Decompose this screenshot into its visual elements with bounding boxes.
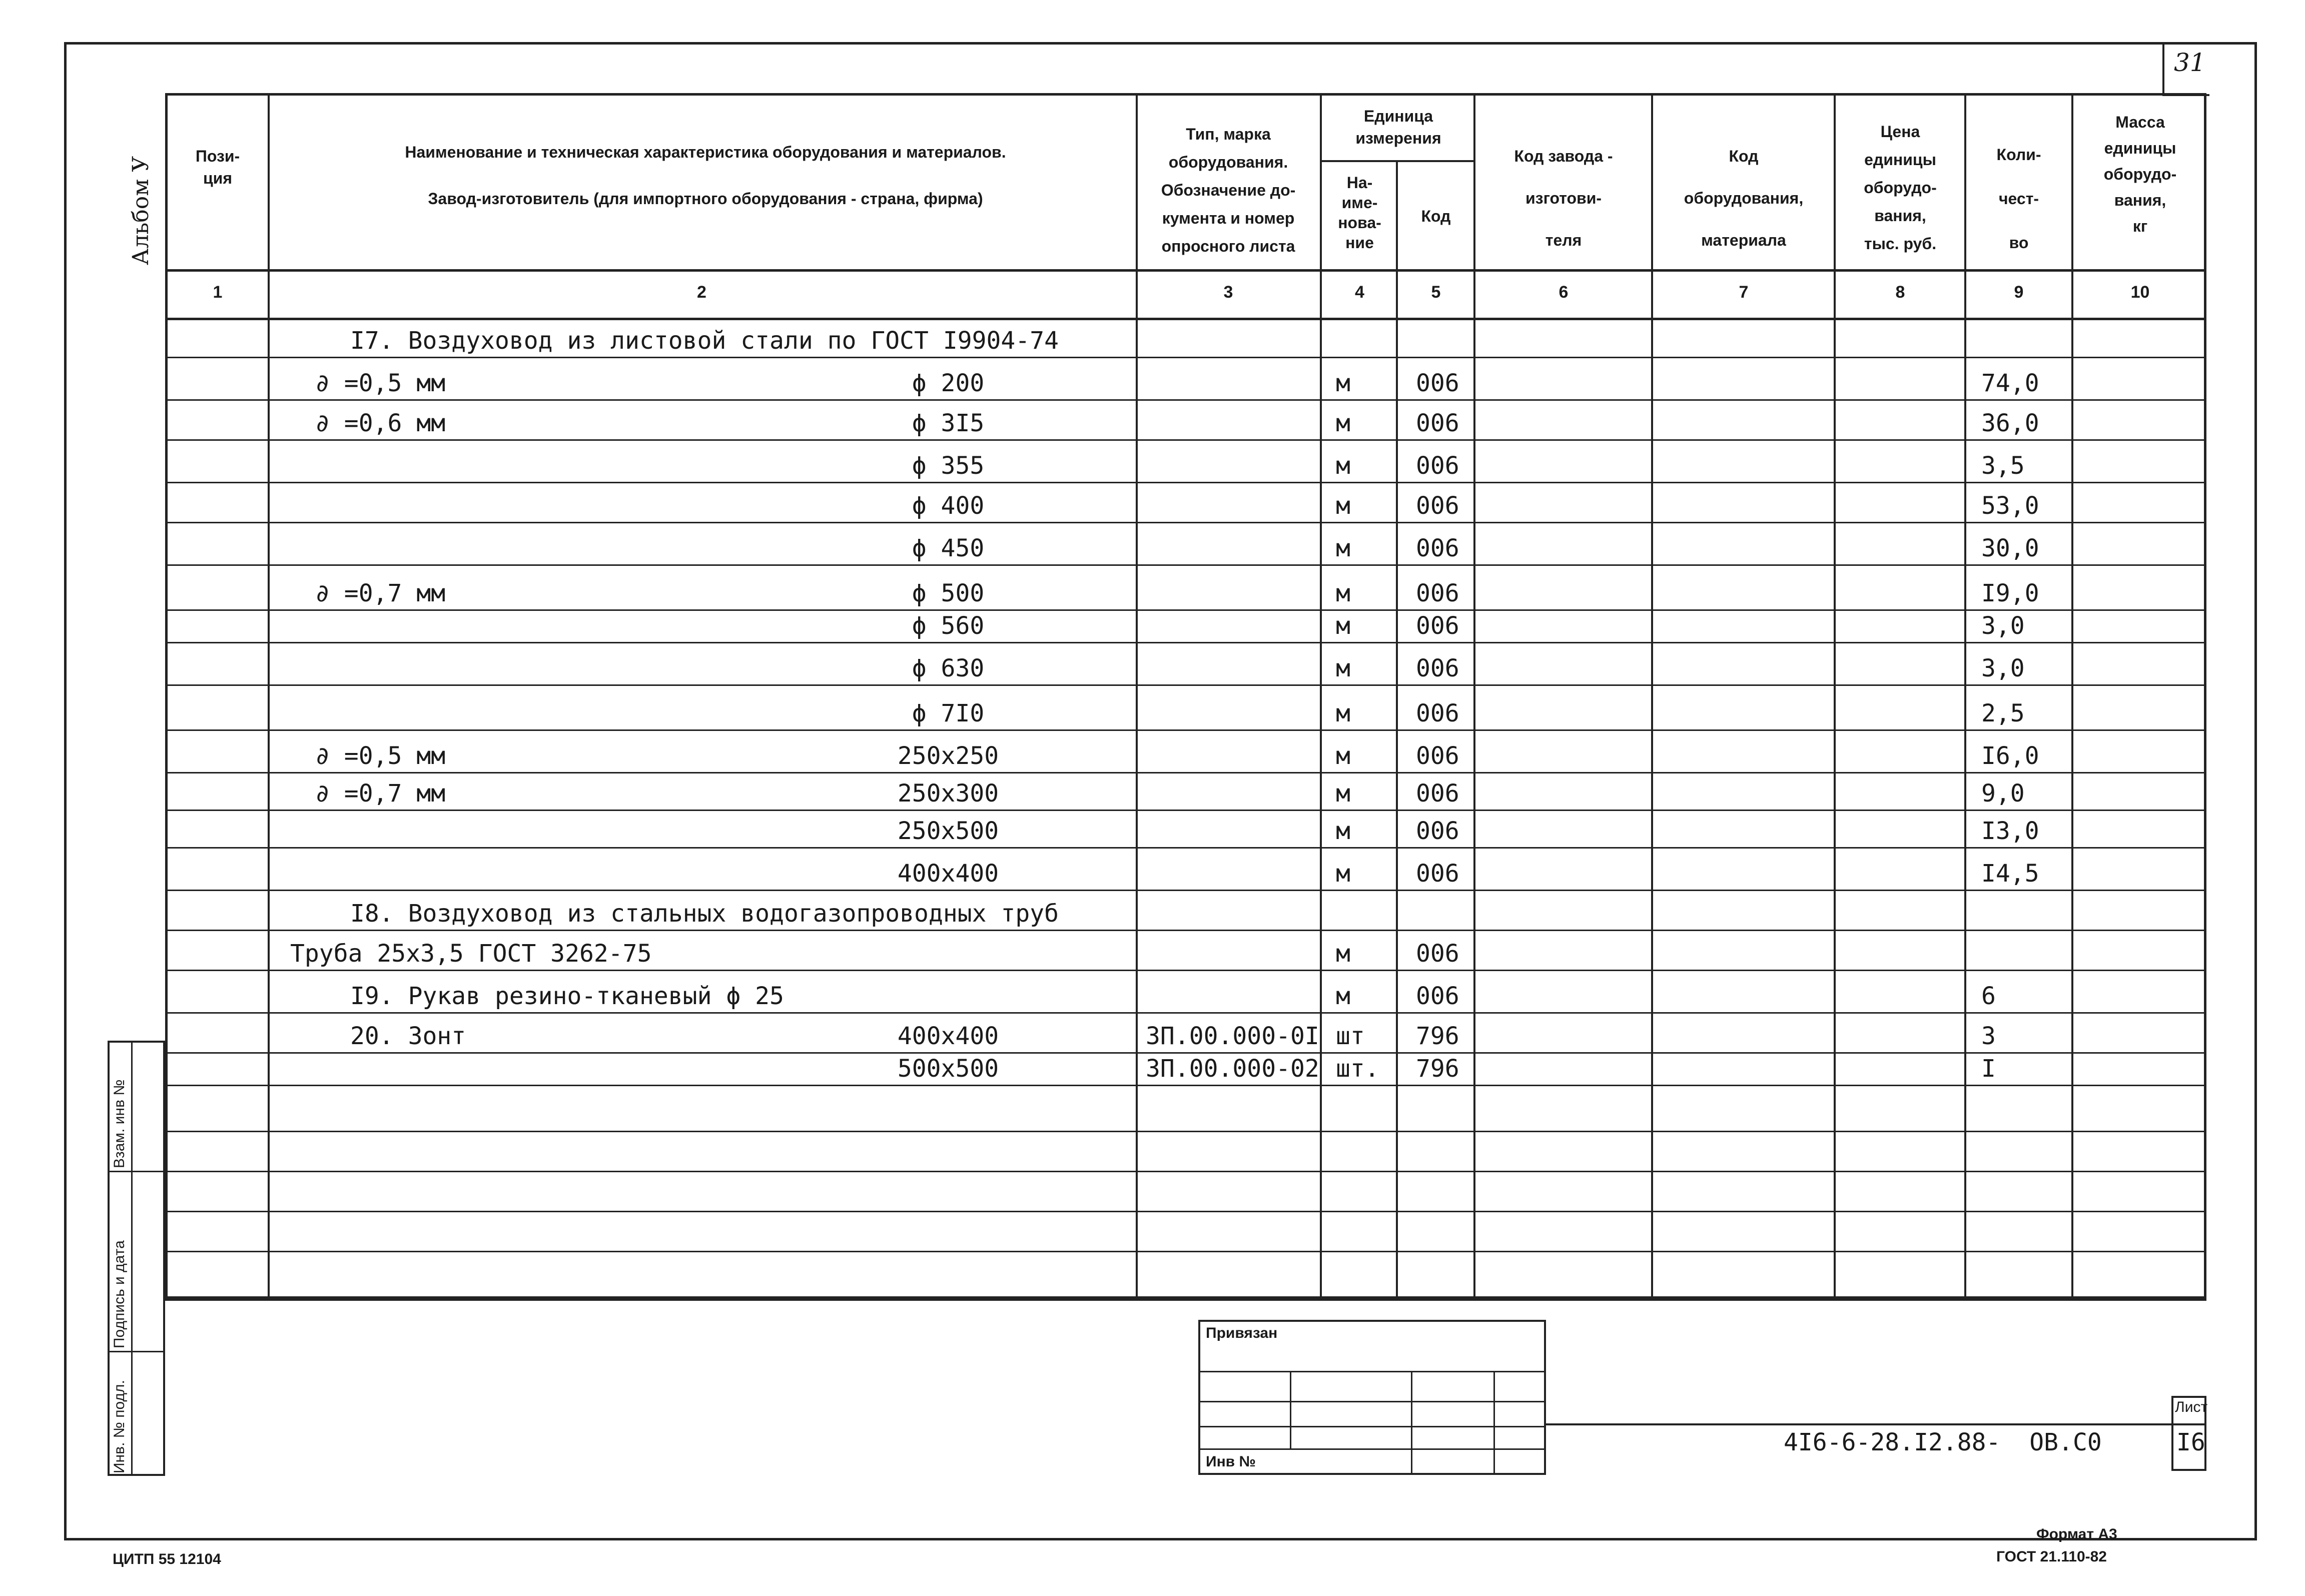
document-code: 4I6-6-28.I2.88- ОВ.С0 (1784, 1428, 2102, 1456)
item-name: Труба 25x3,5 ГОСТ 3262-75 (290, 940, 652, 968)
row-divider (165, 642, 2206, 643)
item-size: ϕ 200 (912, 369, 985, 397)
item-size: 250x500 (897, 817, 999, 845)
item-name: I7. Воздуховод из листовой стали по ГОСТ I9904-74 (350, 327, 1059, 355)
unit-code: 006 (1416, 982, 1459, 1010)
stamp-privyazan-label: Привязан (1206, 1325, 1278, 1341)
unit-name: м (1336, 369, 1350, 397)
header-position: Пози- ция (195, 147, 240, 187)
item-size: ϕ 400 (912, 492, 985, 520)
footer-gost: ГОСТ 21.110-82 (1996, 1548, 2107, 1565)
row-divider (165, 399, 2206, 401)
footer-format: Формат А3 (2036, 1526, 2117, 1542)
item-size: ϕ 7I0 (912, 699, 985, 727)
header-quantity: Коли- чест- во (1996, 146, 2041, 252)
wall-thickness: ∂ =0,6 мм (315, 409, 446, 437)
header-name-line2: Завод-изготовитель (для импортного оборудования - страна, фирма) (428, 190, 983, 208)
unit-code: 006 (1416, 579, 1459, 607)
quantity: 3,5 (1981, 452, 2025, 480)
col-num-1: 1 (213, 283, 223, 302)
item-name: I8. Воздуховод из стальных водогазопроводных труб (350, 900, 1059, 928)
sheet-number: I6 (2176, 1428, 2205, 1456)
header-unit-name: На- име- нова- ние (1338, 174, 1381, 252)
unit-name: м (1336, 612, 1350, 640)
unit-code: 006 (1416, 612, 1459, 640)
side-label-vzam: Взам. инв № (111, 1079, 128, 1168)
sheet-label: Лист (2175, 1399, 2208, 1415)
quantity: 6 (1981, 982, 1996, 1010)
col-num-10: 10 (2130, 283, 2150, 302)
item-size: ϕ 450 (912, 534, 985, 562)
unit-name: м (1336, 742, 1350, 770)
header-unit-group: Единица измерения (1355, 107, 1441, 147)
row-divider (165, 1251, 2206, 1252)
col-num-7: 7 (1739, 283, 1749, 302)
unit-code: 006 (1416, 534, 1459, 562)
quantity: 3,0 (1981, 654, 2025, 682)
page-number: 31 (2174, 48, 2206, 77)
item-size: ϕ 3I5 (912, 409, 985, 437)
item-size: 250x300 (897, 779, 999, 808)
unit-name: м (1336, 409, 1350, 437)
quantity: 3 (1981, 1022, 1996, 1050)
unit-name: м (1336, 779, 1350, 808)
quantity: 3,0 (1981, 612, 2025, 640)
header-unit-code: Код (1421, 207, 1451, 225)
document-designation: 3П.00.000-0I (1146, 1022, 1319, 1050)
unit-code: 006 (1416, 940, 1459, 968)
row-divider (165, 1171, 2206, 1172)
item-size: ϕ 630 (912, 654, 985, 682)
col-num-3: 3 (1223, 283, 1233, 302)
quantity: I4,5 (1981, 860, 2039, 888)
unit-name: м (1336, 452, 1350, 480)
row-divider (165, 439, 2206, 441)
col-num-6: 6 (1559, 283, 1569, 302)
document-designation: 3П.00.000-02 (1146, 1055, 1319, 1083)
row-divider (165, 810, 2206, 811)
row-divider (165, 930, 2206, 931)
unit-code: 006 (1416, 860, 1459, 888)
col-num-2: 2 (697, 283, 706, 302)
unit-code: 006 (1416, 409, 1459, 437)
row-divider (165, 847, 2206, 849)
unit-name: м (1336, 982, 1350, 1010)
stamp-inv-label: Инв № (1206, 1453, 1256, 1470)
wall-thickness: ∂ =0,5 мм (315, 369, 446, 397)
row-divider (165, 1012, 2206, 1014)
unit-name: м (1336, 492, 1350, 520)
unit-code: 006 (1416, 699, 1459, 727)
unit-name: шт (1336, 1022, 1365, 1050)
header-factory-code: Код завода - изготови- теля (1514, 147, 1613, 249)
unit-code: 006 (1416, 817, 1459, 845)
unit-code: 006 (1416, 369, 1459, 397)
unit-name: шт. (1336, 1055, 1379, 1083)
spec-table (165, 93, 2206, 1299)
quantity: 53,0 (1981, 492, 2039, 520)
unit-name: м (1336, 699, 1350, 727)
col-num-8: 8 (1895, 283, 1905, 302)
item-name: I9. Рукав резино-тканевый ϕ 25 (350, 982, 784, 1010)
item-size: ϕ 560 (912, 612, 985, 640)
quantity: 30,0 (1981, 534, 2039, 562)
wall-thickness: ∂ =0,7 мм (315, 579, 446, 607)
unit-name: м (1336, 534, 1350, 562)
row-divider (165, 564, 2206, 566)
row-divider (165, 357, 2206, 358)
header-mass: Масса единицы оборудо- вания, кг (2103, 113, 2177, 235)
header-type: Тип, марка оборудования. Обозначение до- кумента и номер опросного листа (1161, 125, 1296, 255)
row-divider (165, 890, 2206, 891)
quantity: I3,0 (1981, 817, 2039, 845)
header-price: Цена единицы оборудо- вания, тыс. руб. (1864, 123, 1937, 253)
unit-code: 006 (1416, 452, 1459, 480)
item-size: 400x400 (897, 1022, 999, 1050)
side-label-podpis: Подпись и дата (111, 1240, 128, 1348)
item-size: 250x250 (897, 742, 999, 770)
row-divider (165, 684, 2206, 686)
side-label-inv-podl: Инв. № подл. (111, 1380, 128, 1473)
item-size: ϕ 500 (912, 579, 985, 607)
item-size: 500x500 (897, 1055, 999, 1083)
row-divider (165, 1211, 2206, 1212)
unit-name: м (1336, 654, 1350, 682)
quantity: 36,0 (1981, 409, 2039, 437)
unit-code: 006 (1416, 742, 1459, 770)
row-divider (165, 970, 2206, 971)
quantity: 9,0 (1981, 779, 2025, 808)
row-divider (165, 482, 2206, 483)
wall-thickness: ∂ =0,5 мм (315, 742, 446, 770)
unit-name: м (1336, 860, 1350, 888)
row-divider (165, 609, 2206, 611)
unit-name: м (1336, 817, 1350, 845)
row-divider (165, 1131, 2206, 1132)
item-name: 20. Зонт (350, 1022, 466, 1050)
unit-name: м (1336, 579, 1350, 607)
unit-code: 006 (1416, 779, 1459, 808)
row-divider (165, 729, 2206, 731)
row-divider (165, 522, 2206, 523)
row-divider (165, 772, 2206, 773)
item-size: 400x400 (897, 860, 999, 888)
item-size: ϕ 355 (912, 452, 985, 480)
unit-code: 796 (1416, 1055, 1459, 1083)
header-material-code: Код оборудования, материала (1684, 147, 1804, 249)
unit-code: 006 (1416, 654, 1459, 682)
wall-thickness: ∂ =0,7 мм (315, 779, 446, 808)
quantity: I9,0 (1981, 579, 2039, 607)
unit-name: м (1336, 940, 1350, 968)
unit-code: 006 (1416, 492, 1459, 520)
quantity: I (1981, 1055, 1996, 1083)
quantity: I6,0 (1981, 742, 2039, 770)
row-divider (165, 1052, 2206, 1054)
unit-code: 796 (1416, 1022, 1459, 1050)
row-divider (165, 1085, 2206, 1086)
quantity: 74,0 (1981, 369, 2039, 397)
quantity: 2,5 (1981, 699, 2025, 727)
col-num-9: 9 (2014, 283, 2024, 302)
col-num-4: 4 (1355, 283, 1364, 302)
header-name-line1: Наименование и техническая характеристика оборудования и материалов. (405, 143, 1006, 161)
footer-left: ЦИТП 55 12104 (113, 1551, 221, 1567)
col-num-5: 5 (1431, 283, 1441, 302)
album-label: Альбом У (128, 156, 154, 265)
